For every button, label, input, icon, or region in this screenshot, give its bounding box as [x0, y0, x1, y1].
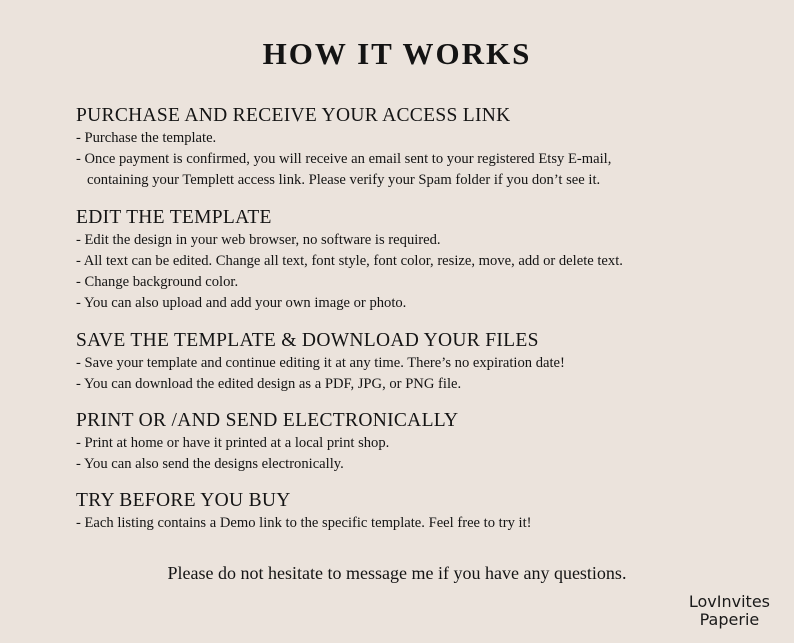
section-line: - Save your template and continue editing it at any time. There’s no expiration date!: [76, 355, 565, 371]
section-line: - Change background color.: [76, 274, 239, 290]
section-line: - Once payment is confirmed, you will receive an email sent to your registered Etsy E-mail,: [76, 151, 612, 167]
section-print: [76, 409, 766, 475]
section-line: - Print at home or have it printed at a local print shop.: [76, 435, 390, 451]
section-save: [76, 329, 766, 395]
brand-logo: [689, 593, 770, 629]
section-heading: PRINT OR /AND SEND ELECTRONICALLY: [76, 410, 459, 431]
page-title: HOW IT WORKS: [262, 36, 532, 71]
section-try: [76, 489, 766, 534]
section-line: containing your Templett access link. Please verify your Spam folder if you don’t see it.: [87, 172, 601, 188]
section-purchase: [76, 104, 766, 191]
section-edit: [76, 206, 766, 314]
section-heading: SAVE THE TEMPLATE & DOWNLOAD YOUR FILES: [76, 330, 539, 351]
section-heading: TRY BEFORE YOU BUY: [76, 490, 291, 511]
section-heading: EDIT THE TEMPLATE: [76, 207, 272, 228]
section-line: - All text can be edited. Change all text, font style, font color, resize, move, add or delete text.: [76, 253, 623, 269]
logo-line-1: LovInvites: [688, 592, 770, 611]
section-heading: PURCHASE AND RECEIVE YOUR ACCESS LINK: [76, 105, 511, 126]
section-line: - You can also send the designs electronically.: [76, 456, 344, 472]
section-line: - Each listing contains a Demo link to the specific template. Feel free to try it!: [76, 515, 532, 531]
section-line: - Purchase the template.: [76, 130, 217, 146]
section-line: - Edit the design in your web browser, no software is required.: [76, 232, 441, 248]
section-line: - You can also upload and add your own image or photo.: [76, 295, 407, 311]
logo-line-2: Paperie: [699, 610, 760, 629]
section-line: - You can download the edited design as a PDF, JPG, or PNG file.: [76, 376, 462, 392]
closing-note: Please do not hesitate to message me if you have any questions.: [167, 563, 627, 583]
